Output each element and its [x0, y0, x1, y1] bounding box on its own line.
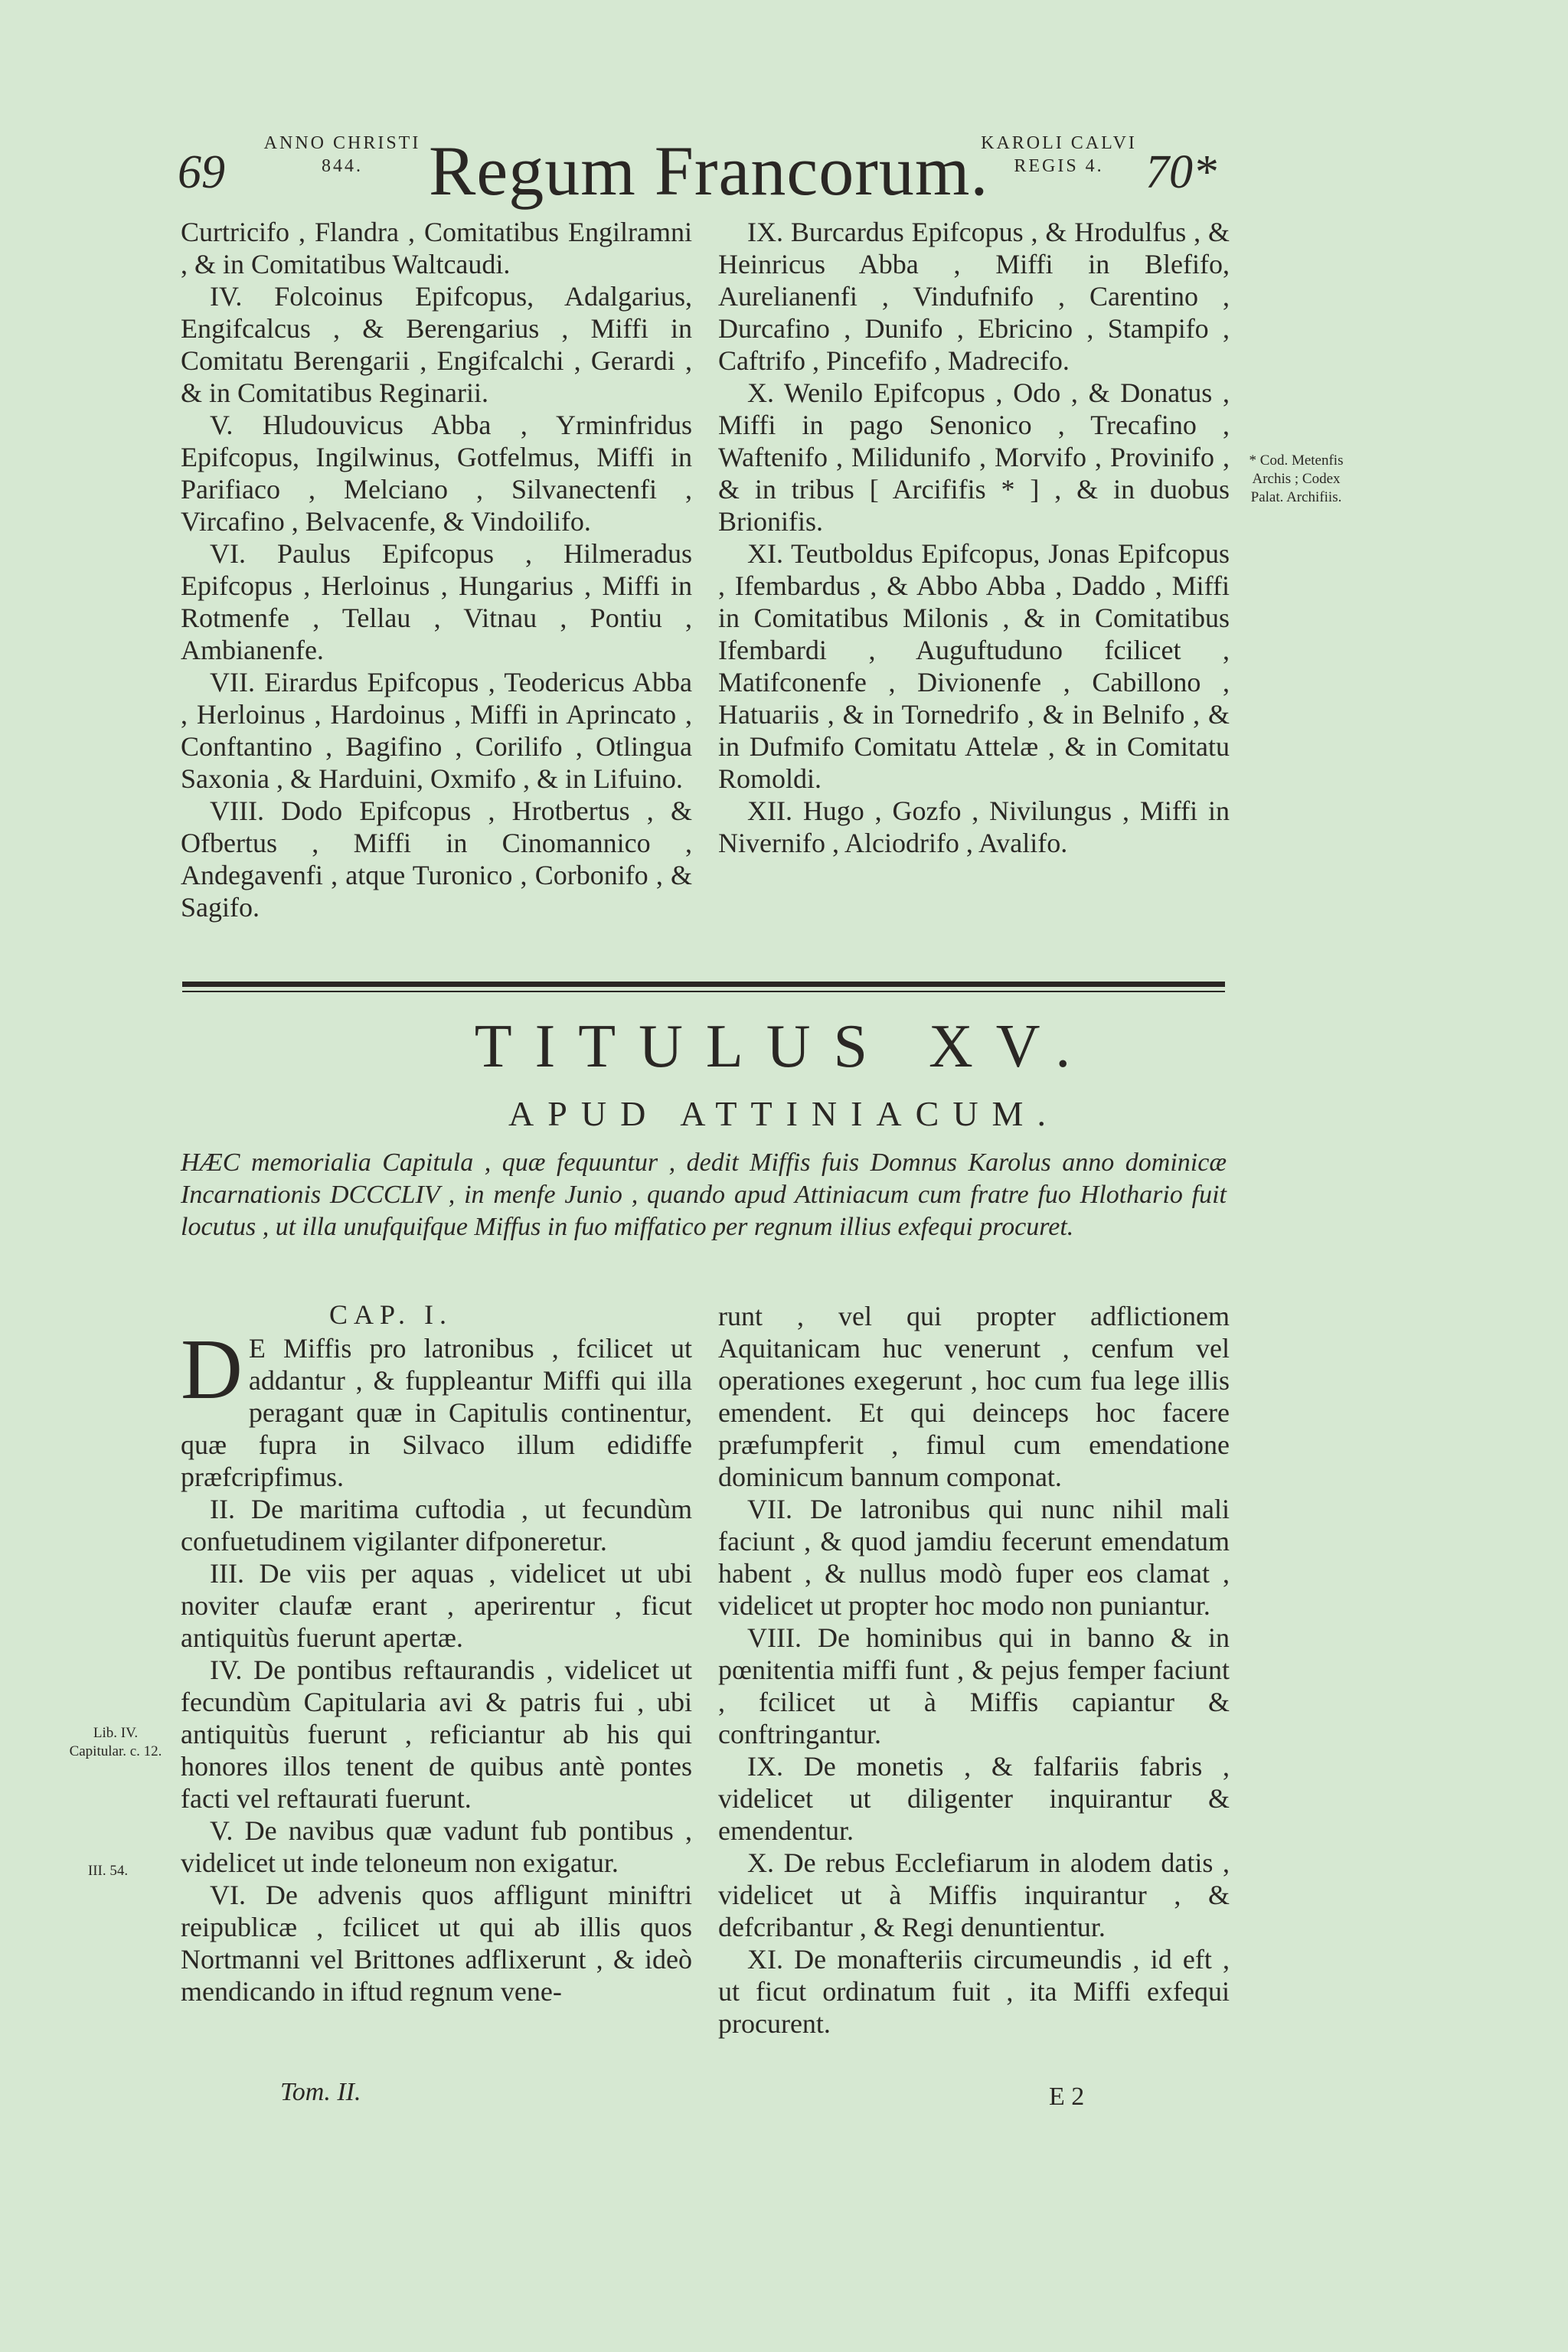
section-subtitle: APUD ATTINIACUM.	[508, 1094, 1060, 1133]
paragraph: runt , vel qui propter adflictionem Aquitanicam huc venerunt , cenfum vel operationes exegerunt , hoc cum fua lege illis emendent. Et qui deinceps hoc facere præfumpferit , fimul cum emendatione dominicum bannum componat.	[718, 1301, 1230, 1492]
paragraph: VI. De advenis quos affligunt miniftri reipublicæ , fcilicet ut qui ab illis quos Nortmanni vel Brittones adflixerunt , & ideò mendicando in iftud regnum vene-	[181, 1880, 692, 2007]
paragraph: VII. De latronibus qui nunc nihil mali faciunt , & quod jamdiu fecerunt emendatum habent , & nullus modò fuper eos clamat , videlicet ut propter hoc modo non puniantur.	[718, 1494, 1230, 1621]
paragraph: IX. De monetis , & falfariis fabris , videlicet ut diligenter inquirantur & emendentur.	[718, 1751, 1230, 1846]
paragraph: VIII. De hominibus qui in banno & in pœnitentia miffi funt , & pejus femper faciunt , fcilicet ut à Miffis capiantur & conftringantur.	[718, 1622, 1230, 1749]
upper-right-column	[718, 216, 1230, 859]
paragraph: VII. Eirardus Epifcopus , Teodericus Abba , Herloinus , Hardoinus , Miffi in Aprincato , Conftantino , Bagifino , Corilifo , Otlingua Saxonia , & Harduini, Oxmifo , & in Lifuino.	[181, 667, 692, 794]
paragraph: V. De navibus quæ vadunt fub pontibus , videlicet ut inde teloneum non exigatur.	[181, 1815, 692, 1878]
lower-right-column	[718, 1300, 1230, 2040]
paragraph: IX. Burcardus Epifcopus , & Hrodulfus , & Heinricus Abba , Miffi in Blefifo, Aurelianenfi , Vindufnifo , Carentino , Durcafino , Dunifo , Ebricino , Stampifo , Caftrifo , Pincefifo , Madrecifo.	[718, 217, 1230, 376]
section-divider	[182, 982, 1225, 987]
chapter-heading: CAP. I.	[329, 1299, 453, 1330]
paragraph: II. De maritima cuftodia , ut fecundùm confuetudinem vigilanter difponeretur.	[181, 1494, 692, 1557]
paragraph: IV. Folcoinus Epifcopus, Adalgarius, Engifcalcus , & Berengarius , Miffi in Comitatu Berengarii , Engifcalchi , Gerardi , & in Comitatibus Reginarii.	[181, 281, 692, 408]
margin-note-right: * Cod. Metenfis Archis ; Codex Palat. Archifiis.	[1249, 452, 1344, 505]
paragraph: D E Miffis pro latronibus , fcilicet ut addantur , & fuppleantur Miffi qui illa peragant quæ in Capitulis continentur, quæ fupra in Silvaco illum edidiffe præfcripfimus.	[181, 1322, 692, 1492]
paragraph: IV. De pontibus reftaurandis , videlicet ut fecundùm Capitularia avi & patris fui , ubi antiquitùs fuerunt , reficiantur ab his qui honores illos tenent de quibus antè pontes facti vel reftaurati fuerunt.	[181, 1655, 692, 1814]
volume-footer: Tom. II.	[280, 2078, 361, 2106]
right-running-head: KAROLI CALVI REGIS 4.	[981, 133, 1137, 176]
section-divider-thin	[182, 991, 1225, 992]
paragraph: XII. Hugo , Gozfo , Nivilungus , Miffi in Nivernifo , Alciodrifo , Avalifo.	[718, 795, 1230, 858]
margin-note-left: III. 54.	[87, 1863, 129, 1879]
drop-cap: D	[181, 1322, 243, 1417]
paragraph: VIII. Dodo Epifcopus , Hrotbertus , & Ofbertus , Miffi in Cinomannico , Andegavenfi , atque Turonico , Corbonifo , & Sagifo.	[181, 795, 692, 923]
paragraph: XI. De monafteriis circumeundis , id eft , ut ficut ordinatum fuit , ita Miffi exfequi procurent.	[718, 1944, 1230, 2039]
paragraph: III. De viis per aquas , videlicet ut ubi noviter claufæ erant , aperirentur , ficut antiquitùs fuerunt apertæ.	[181, 1558, 692, 1653]
paragraph: X. De rebus Ecclefiarum in alodem datis , videlicet ut à Miffis inquirantur , & defcribantur , & Regi denuntientur.	[718, 1847, 1230, 1942]
lower-left-column	[181, 1322, 692, 2007]
right-page-number: 70*	[1145, 146, 1217, 198]
section-title: TITULUS XV.	[474, 1013, 1094, 1080]
upper-left-column	[181, 216, 692, 923]
paragraph: Curtricifo , Flandra , Comitatibus Engilramni , & in Comitatibus Waltcaudi.	[181, 217, 692, 279]
paragraph: X. Wenilo Epifcopus , Odo , & Donatus , Miffi in pago Senonico , Trecafino , Waftenifo , Milidunifo , Morvifo , Provinifo , & in tribus [ Arcififis * ] , & in duobus Brionifis.	[718, 377, 1230, 537]
running-header	[0, 115, 1568, 210]
left-running-head: ANNO CHRISTI 844.	[263, 133, 421, 176]
paragraph: V. Hludouvicus Abba , Yrminfridus Epifcopus, Ingilwinus, Gotfelmus, Miffi in Parifiaco , Melciano , Silvanectenfi , Vircafino , Belvacenfe, & Vindoilifo.	[181, 410, 692, 537]
paragraph: XI. Teutboldus Epifcopus, Jonas Epifcopus , Ifembardus , & Abbo Abba , Daddo , Miffi in Comitatibus Milonis , & in Comitatibus Ifembardi , Auguftuduno fcilicet , Matifconenfe , Divionenfe , Cabillono , Hatuariis , & in Tornedrifo , & in Belnifo , & in Dufmifo Comitatu Attelæ , & in Comitatu Romoldi.	[718, 538, 1230, 794]
left-page-number: 69	[178, 146, 225, 198]
page-title: Regum Francorum.	[429, 132, 989, 210]
signature-mark: E 2	[1049, 2082, 1085, 2111]
margin-note-left: Lib. IV. Capitular. c. 12.	[69, 1725, 162, 1759]
paragraph: VI. Paulus Epifcopus , Hilmeradus Epifcopus , Herloinus , Hungarius , Miffi in Rotmenfe , Tellau , Vitnau , Pontiu , Ambianenfe.	[181, 538, 692, 665]
section-intro: HÆC memorialia Capitula , quæ fequuntur , dedit Miffis fuis Domnus Karolus anno dominicæ Incarnationis DCCCLIV , in menfe Junio , quando apud Attiniacum cum fratre fuo Hlothario fuit locutus , ut illa unufquifque Miffus in fuo miffatico per regnum illius exfequi procuret.	[181, 1148, 1227, 1241]
